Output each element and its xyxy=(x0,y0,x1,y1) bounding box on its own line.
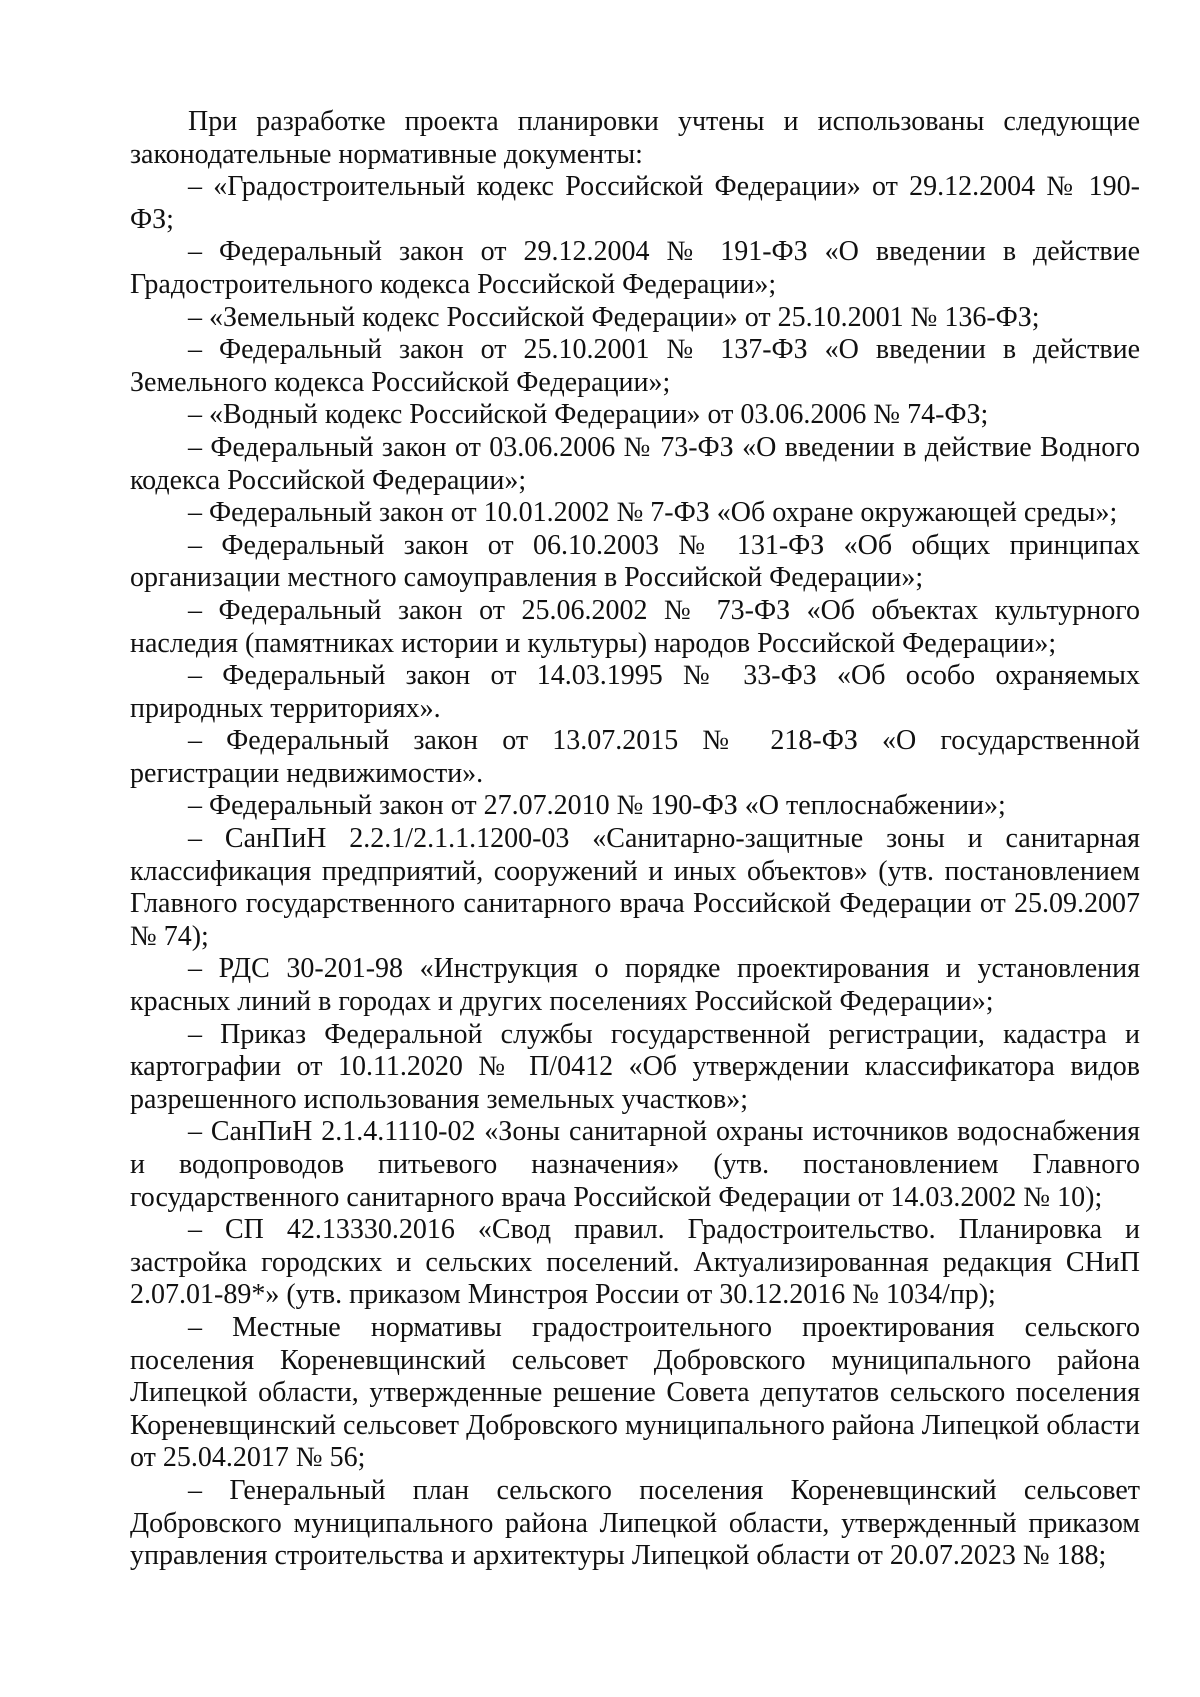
list-item: – СанПиН 2.2.1/2.1.1.1200-03 «Санитарно-защитные зоны и санитарная классификация предприятий, сооружений и иных объектов» (утв. постановлением Главного государственного санитарного врача Российской Федерации от 25.09.2007 № 74); xyxy=(130,823,1140,952)
list-item: – Федеральный закон от 13.07.2015 № 218-ФЗ «О государственной регистрации недвижимости». xyxy=(130,725,1140,789)
list-item: – Федеральный закон от 25.10.2001 № 137-ФЗ «О введении в действие Земельного кодекса Российской Федерации»; xyxy=(130,334,1140,398)
list-item: – Федеральный закон от 14.03.1995 № 33-ФЗ «Об особо охраняемых природных территориях». xyxy=(130,660,1140,724)
list-item: – Местные нормативы градостроительного проектирования сельского поселения Кореневщинский сельсовет Добровского муниципального района Липецкой области, утвержденные решение Совета депутатов сельского поселения Кореневщинский сельсовет Добровского муниципального района Липецкой области от 25.04.2017 № 56; xyxy=(130,1311,1140,1474)
list-item: – СанПиН 2.1.4.1110-02 «Зоны санитарной охраны источников водоснабжения и водопроводов питьевого назначения» (утв. постановлением Главного государственного санитарного врача Российской Федерации от 14.03.2002 № 10); xyxy=(130,1116,1140,1213)
document-page xyxy=(130,106,1140,1573)
list-item: – Федеральный закон от 06.10.2003 № 131-ФЗ «Об общих принципах организации местного самоуправления в Российской Федерации»; xyxy=(130,529,1140,594)
list-item: – «Градостроительный кодекс Российской Федерации» от 29.12.2004 № 190-ФЗ; xyxy=(130,171,1140,235)
list-item: – РДС 30-201-98 «Инструкция о порядке проектирования и установления красных линий в городах и других поселениях Российской Федерации»; xyxy=(130,953,1140,1018)
list-item: – Генеральный план сельского поселения Кореневщинский сельсовет Добровского муниципального района Липецкой области, утвержденный приказом управления строительства и архитектуры Липецкой области от 20.07.2023 № 188; xyxy=(130,1474,1140,1572)
paragraph-intro: При разработке проекта планировки учтены и использованы следующие законодательные нормативные документы: xyxy=(130,106,1140,170)
list-item: – Федеральный закон от 03.06.2006 № 73-ФЗ «О введении в действие Водного кодекса Российской Федерации»; xyxy=(130,431,1140,496)
list-item: – СП 42.13330.2016 «Свод правил. Градостроительство. Планировка и застройка городских и сельских поселений. Актуализированная редакция СНиП 2.07.01-89*» (утв. приказом Минстроя России от 30.12.2016 № 1034/пр); xyxy=(130,1214,1140,1311)
list-item: – Приказ Федеральной службы государственной регистрации, кадастра и картографии от 10.11.2020 № П/0412 «Об утверждении классификатора видов разрешенного использования земельных участков»; xyxy=(130,1018,1140,1115)
list-item: – Федеральный закон от 29.12.2004 № 191-ФЗ «О введении в действие Градостроительного кодекса Российской Федерации»; xyxy=(130,236,1140,300)
list-item: – «Водный кодекс Российской Федерации» от 03.06.2006 № 74-ФЗ; xyxy=(188,399,989,431)
list-item: – Федеральный закон от 25.06.2002 № 73-ФЗ «Об объектах культурного наследия (памятниках истории и культуры) народов Российской Федерации»; xyxy=(130,594,1140,659)
list-item: – «Земельный кодекс Российской Федерации» от 25.10.2001 № 136-ФЗ; xyxy=(188,301,1040,333)
list-item: – Федеральный закон от 10.01.2002 № 7-ФЗ «Об охране окружающей среды»; xyxy=(188,497,1118,529)
list-item: – Федеральный закон от 27.07.2010 № 190-ФЗ «О теплоснабжении»; xyxy=(188,790,1006,822)
